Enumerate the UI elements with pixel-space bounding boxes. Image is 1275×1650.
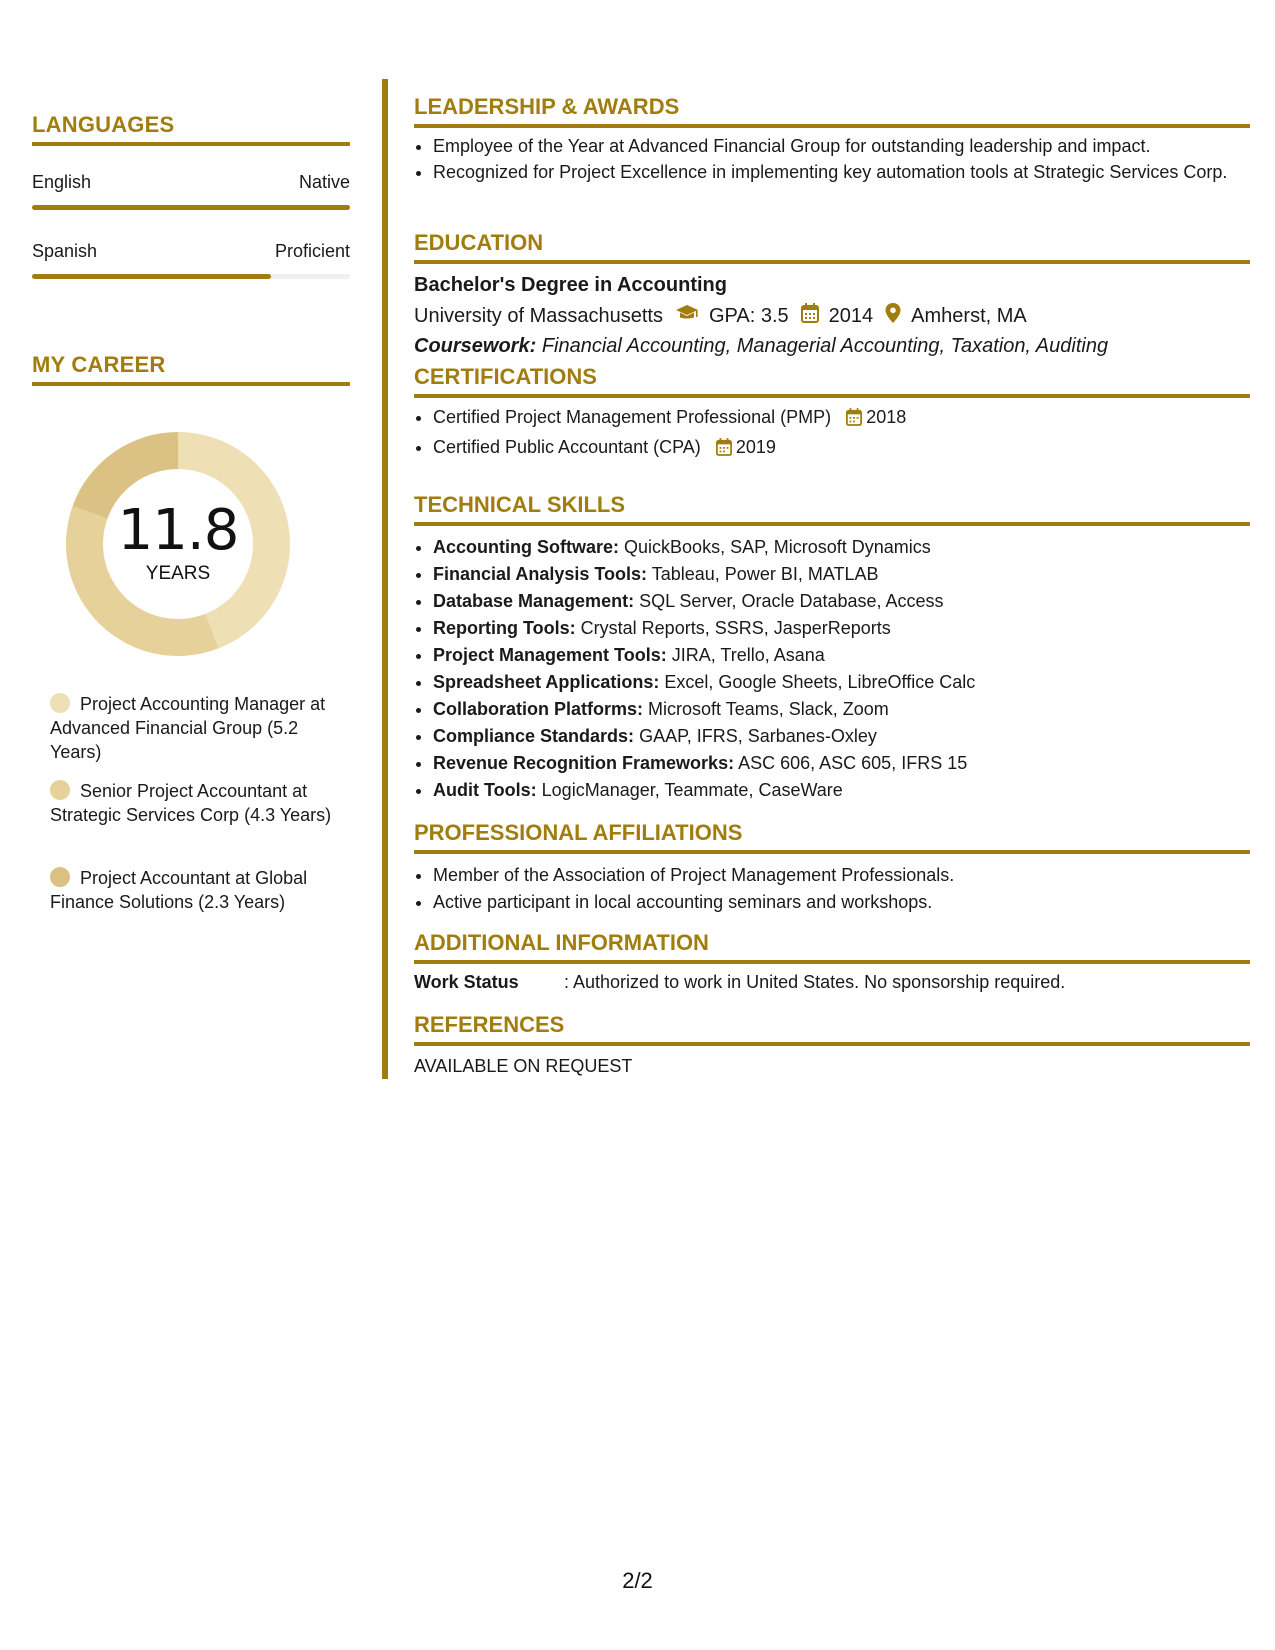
calendar-icon	[801, 303, 819, 329]
skill-item	[433, 750, 1250, 777]
skill-value: SQL Server, Oracle Database, Access	[639, 591, 944, 611]
legend-dot	[50, 693, 70, 713]
graduation-cap-icon	[675, 304, 699, 328]
skill-label: Revenue Recognition Frameworks:	[433, 753, 735, 773]
skill-item	[433, 534, 1250, 561]
languages-title: LANGUAGES	[32, 112, 350, 146]
language-proficiency-fill	[32, 205, 350, 210]
additional-title: ADDITIONAL INFORMATION	[414, 930, 1250, 964]
legend-dot	[50, 780, 70, 800]
skill-item	[433, 696, 1250, 723]
list-item: • Recognized for Project Excellence in implementing key automation tools at Strategic Services Corp.	[433, 160, 1250, 184]
language-proficiency-bar	[32, 274, 350, 279]
language-name: English	[32, 172, 92, 192]
skill-label: Audit Tools:	[433, 780, 537, 800]
education-title: EDUCATION	[414, 230, 1250, 264]
skill-value: QuickBooks, SAP, Microsoft Dynamics	[624, 537, 931, 557]
certifications-section	[414, 364, 1250, 464]
affiliations-section	[414, 820, 1250, 916]
certification-name: Certified Project Management Professional (PMP)	[433, 407, 832, 427]
coursework-list: Financial Accounting, Managerial Accounting, Taxation, Auditing	[541, 335, 1109, 357]
certification-name: Certified Public Accountant (CPA)	[433, 437, 701, 457]
legend-dot	[50, 867, 70, 887]
list-item: • Member of the Association of Project Management Professionals.	[433, 862, 1250, 889]
career-role	[50, 866, 340, 914]
language-proficiency-bar	[32, 205, 350, 210]
career-role-label: Project Accounting Manager at Advanced Financial Group (5.2 Years)	[50, 694, 326, 762]
language-level: Native	[298, 172, 350, 192]
skill-item	[433, 615, 1250, 642]
work-status-value: : Authorized to work in United States. No sponsorship required.	[564, 972, 1066, 992]
skills-section	[414, 492, 1250, 804]
graduation-year: 2014	[828, 304, 874, 327]
career-role-label: Project Accountant at Global Finance Solutions (2.3 Years)	[50, 868, 308, 912]
coursework	[414, 335, 1250, 358]
skill-item	[433, 561, 1250, 588]
skill-value: GAAP, IFRS, Sarbanes-Oxley	[639, 726, 877, 746]
certification-year: 2018	[866, 407, 907, 427]
list-item	[433, 434, 1250, 464]
skill-item	[433, 777, 1250, 804]
language-level: Proficient	[274, 241, 350, 261]
language-proficiency-fill	[32, 274, 271, 279]
skill-item	[433, 588, 1250, 615]
references-text: AVAILABLE ON REQUEST	[414, 1056, 633, 1076]
skill-label: Accounting Software:	[433, 537, 620, 557]
skills-title: TECHNICAL SKILLS	[414, 492, 1250, 526]
location: Amherst, MA	[911, 304, 1027, 327]
career-role-label: Senior Project Accountant at Strategic Services Corp (4.3 Years)	[50, 781, 332, 825]
references-title: REFERENCES	[414, 1012, 1250, 1046]
skill-label: Spreadsheet Applications:	[433, 672, 660, 692]
career-total-years: 11.8	[117, 498, 239, 563]
leadership-section	[414, 94, 1250, 184]
skill-item	[433, 723, 1250, 750]
map-pin-icon	[885, 303, 901, 329]
skill-value: LogicManager, Teammate, CaseWare	[541, 780, 843, 800]
skill-value: ASC 606, ASC 605, IFRS 15	[738, 753, 968, 773]
references-section	[414, 1012, 1250, 1077]
list-item: • Employee of the Year at Advanced Financial Group for outstanding leadership and impact.	[433, 134, 1250, 158]
calendar-icon	[846, 407, 862, 434]
language-name: Spanish	[32, 241, 98, 261]
skill-label: Financial Analysis Tools:	[433, 564, 648, 584]
career-role	[50, 692, 340, 764]
skill-label: Compliance Standards:	[433, 726, 635, 746]
career-years-unit: YEARS	[145, 563, 211, 584]
skill-value: Crystal Reports, SSRS, JasperReports	[580, 618, 891, 638]
certifications-title: CERTIFICATIONS	[414, 364, 1250, 398]
list-item: • Active participant in local accounting seminars and workshops.	[433, 889, 1250, 916]
language-spanish	[32, 241, 350, 279]
list-item	[433, 404, 1250, 434]
skill-value: Excel, Google Sheets, LibreOffice Calc	[664, 672, 976, 692]
skill-label: Project Management Tools:	[433, 645, 667, 665]
career-title: MY CAREER	[32, 352, 350, 386]
skill-item	[433, 669, 1250, 696]
gpa: GPA: 3.5	[708, 304, 789, 327]
career-donut-chart	[66, 432, 290, 656]
skill-label: Database Management:	[433, 591, 635, 611]
school: University of Massachusetts	[414, 304, 663, 327]
work-status-label: Work Status	[414, 972, 519, 992]
education-section	[414, 230, 1250, 358]
skill-label: Collaboration Platforms:	[433, 699, 644, 719]
calendar-icon	[716, 437, 732, 464]
column-divider	[382, 79, 388, 1079]
additional-section	[414, 930, 1250, 993]
language-english	[32, 172, 350, 210]
certification-year: 2019	[735, 437, 776, 457]
affiliations-title: PROFESSIONAL AFFILIATIONS	[414, 820, 1250, 854]
leadership-title: LEADERSHIP & AWARDS	[414, 94, 1250, 128]
skill-value: Microsoft Teams, Slack, Zoom	[648, 699, 889, 719]
skill-item	[433, 642, 1250, 669]
skill-value: Tableau, Power BI, MATLAB	[651, 564, 879, 584]
skill-value: JIRA, Trello, Asana	[671, 645, 825, 665]
coursework-label: Coursework:	[414, 335, 537, 357]
career-role	[50, 779, 340, 827]
skill-label: Reporting Tools:	[433, 618, 576, 638]
page-number: 2/2	[622, 1568, 653, 1593]
degree: Bachelor's Degree in Accounting	[414, 274, 727, 296]
